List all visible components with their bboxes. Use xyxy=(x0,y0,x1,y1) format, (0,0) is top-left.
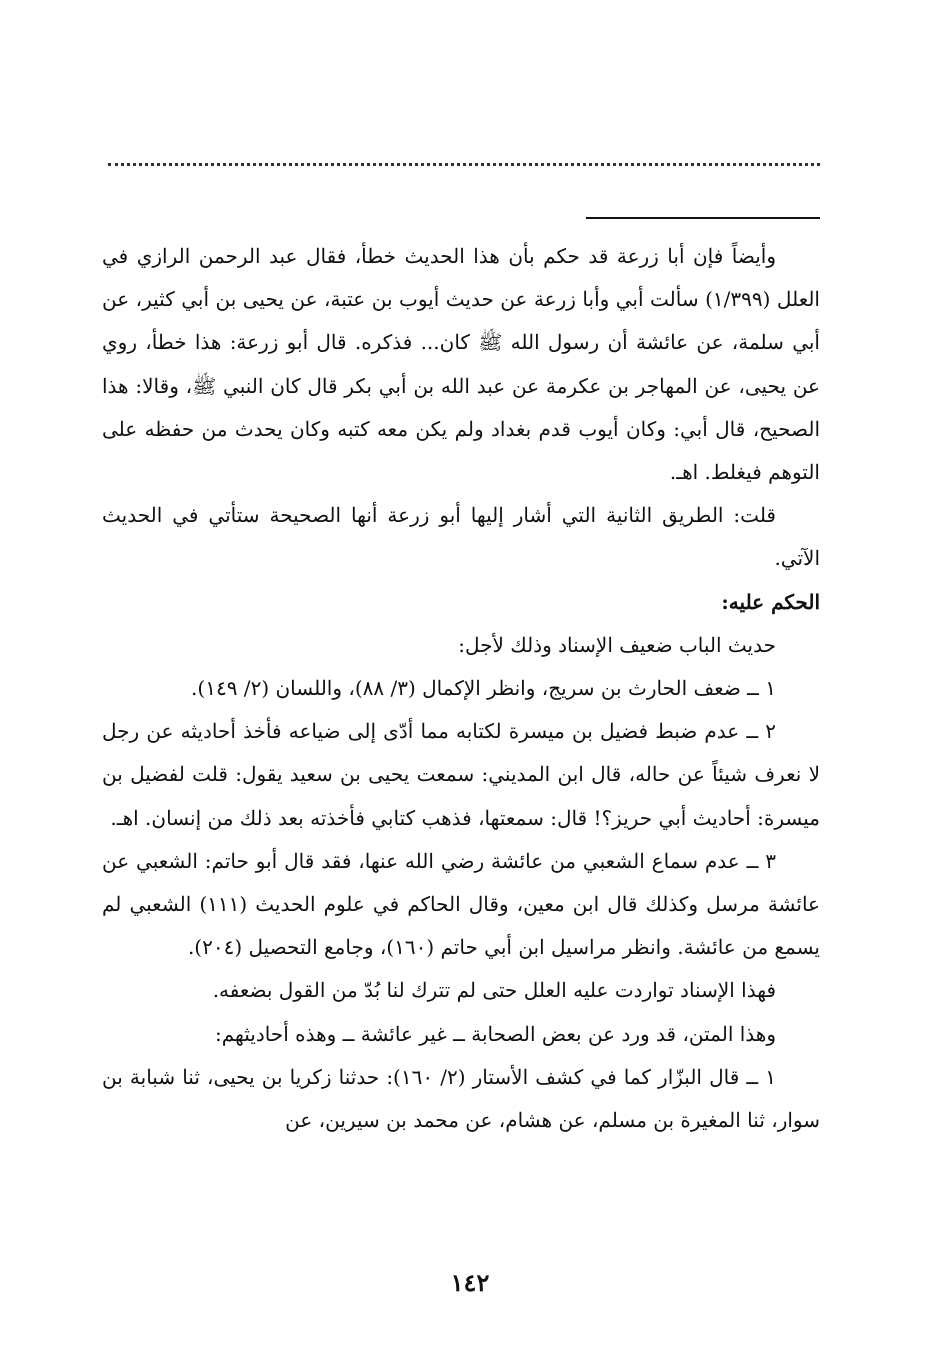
list-item-3: ٣ ــ عدم سماع الشعبي من عائشة رضي الله عنها، فقد قال أبو حاتم: الشعبي عن عائشة مرسل وكذلك قال ابن معين، وقال الحاكم في علوم الحديث (١١١) الشعبي لم يسمع من عائشة. وانظر مراسيل ابن أبي حاتم (١٦٠)، وجامع التحصيل (٢٠٤). xyxy=(102,848,820,960)
list-item-1: ١ ــ ضعف الحارث بن سريج، وانظر الإكمال (٣/ ٨٨)، واللسان (٢/ ١٤٩). xyxy=(191,676,776,701)
page-number: ١٤٢ xyxy=(450,1268,490,1297)
paragraph-2: قلت: الطريق الثانية التي أشار إليها أبو زرعة أنها الصحيحة ستأتي في الحديث الآتي. xyxy=(102,503,820,571)
section-heading: الحكم عليه: xyxy=(721,589,820,614)
paragraph-9: وهذا المتن، قد ورد عن بعض الصحابة ــ غير عائشة ــ وهذه أحاديثهم: xyxy=(214,1021,776,1046)
footnote-rule xyxy=(586,217,820,219)
paragraph-10: ١ ــ قال البزّار كما في كشف الأستار (٢/ ١٦٠): حدثنا زكريا بن يحيى، ثنا شبابة بن سوار، ثنا المغيرة بن مسلم، عن هشام، عن محمد بن سيرين، عن xyxy=(102,1064,820,1133)
list-item-2: ٢ ــ عدم ضبط فضيل بن ميسرة لكتابه مما أدّى إلى ضياعه فأخذ أحاديثه عن رجل لا نعرف شيئاً عن حاله، قال ابن المديني: سمعت يحيى بن سعيد يقول: قلت لفضيل بن ميسرة: أحاديث أبي حريز؟! قال: سمعتها، فذهب كتابي فأخذته بعد ذلك من إنسان. اهـ. xyxy=(102,719,820,830)
paragraph-4: حديث الباب ضعيف الإسناد وذلك لأجل: xyxy=(458,632,776,657)
dotted-separator xyxy=(108,163,820,166)
page-body xyxy=(102,235,820,1142)
paragraph-1: وأيضاً فإن أبا زرعة قد حكم بأن هذا الحديث خطأ، فقال عبد الرحمن الرازي في العلل (١/٣٩٩) سألت أبي وأبا زرعة عن حديث أيوب بن عتبة، عن يحيى بن أبي كثير، عن أبي سلمة، عن عائشة أن رسول الله ﷺ كان... فذكره. قال أبو زرعة: هذا خطأ، روي عن يحيى، عن المهاجر بن عكرمة عن عبد الله بن أبي بكر قال كان النبي ﷺ، وقالا: هذا الصحيح، قال أبي: وكان أيوب قدم بغداد ولم يكن معه كتبه وكان يحدث من حفظه على التوهم فيغلط. اهـ. xyxy=(102,244,820,485)
paragraph-8: فهذا الإسناد تواردت عليه العلل حتى لم تترك لنا بُدّ من القول بضعفه. xyxy=(212,978,776,1003)
